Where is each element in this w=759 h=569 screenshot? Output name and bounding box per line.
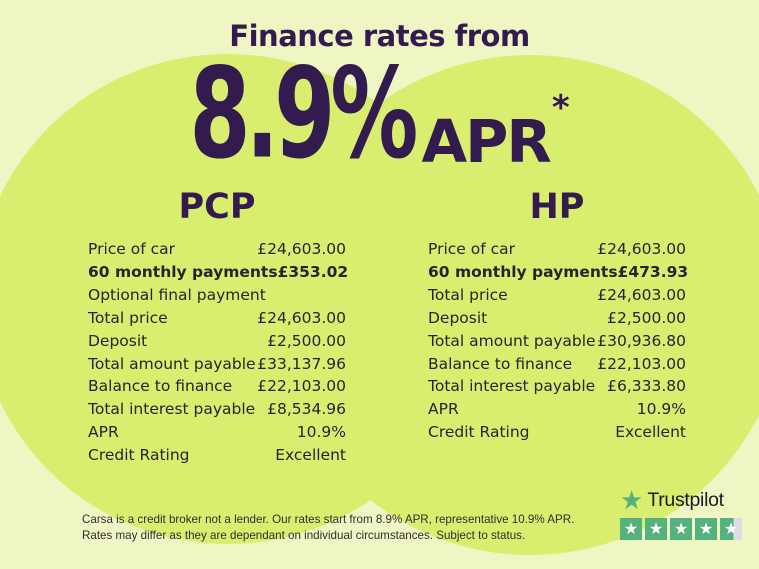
row-value: £2,500.00 [607, 308, 686, 327]
row-value: £473.93 [617, 262, 689, 281]
row-value: £2,500.00 [267, 331, 346, 350]
table-row [88, 307, 346, 330]
row-value: £30,936.80 [597, 331, 686, 350]
row-label: Total interest payable [88, 400, 256, 419]
disclaimer-text [82, 512, 692, 543]
row-label: Total interest payable [428, 377, 596, 396]
trustpilot-widget[interactable] [620, 485, 742, 540]
row-label: Optional final payment [88, 285, 266, 304]
table-row [88, 353, 346, 376]
rating-star-box-1 [620, 518, 642, 540]
table-row [88, 375, 346, 398]
hp-heading: HP [529, 187, 585, 227]
row-value: £24,603.00 [257, 240, 346, 258]
table-row [428, 398, 686, 421]
row-label: Total amount payable [88, 354, 256, 373]
row-value: 10.9% [636, 400, 686, 419]
row-label: 60 monthly payments [428, 262, 618, 281]
table-row [428, 375, 686, 398]
star-icon: ★ [698, 519, 714, 538]
star-icon: ★ [623, 519, 639, 538]
table-row [88, 421, 346, 444]
row-label: Credit Rating [428, 423, 530, 442]
footnote-asterisk: * [551, 88, 570, 128]
row-label: APR [88, 423, 119, 442]
row-label: Credit Rating [88, 446, 190, 465]
table-row [428, 261, 689, 284]
row-value: £22,103.00 [597, 354, 686, 373]
pcp-heading: PCP [178, 187, 256, 227]
disclaimer-line-1: Carsa is a credit broker not a lender. Our rates start from 8.9% APR, representative 10.9% APR. [82, 513, 575, 526]
table-row [88, 330, 346, 353]
table-row [428, 330, 686, 353]
row-label: 60 monthly payments [88, 262, 278, 281]
table-row [88, 261, 349, 284]
row-label: Deposit [88, 331, 148, 350]
rating-star-box-4 [695, 518, 717, 540]
table-row [428, 307, 686, 330]
row-value: £353.02 [277, 262, 349, 281]
row-value: £24,603.00 [597, 240, 686, 258]
headline-rate-suffix: APR [421, 107, 550, 177]
table-row [88, 398, 346, 421]
star-icon: ★ [673, 519, 689, 538]
star-icon: ★ [648, 519, 664, 538]
row-value: £33,137.96 [257, 354, 346, 373]
hp-table [428, 187, 689, 444]
row-value: Excellent [615, 423, 686, 442]
disclaimer-line-2: Rates may differ as they are dependant on individual circumstances. Subject to status. [82, 528, 526, 542]
row-label: Balance to finance [428, 354, 573, 373]
table-row [428, 284, 686, 307]
row-value: £6,333.80 [607, 377, 686, 396]
rating-star-box-3 [670, 518, 692, 540]
page-title: Finance rates from [229, 19, 530, 53]
row-label: Total price [428, 285, 508, 304]
hp-rows [428, 238, 689, 444]
row-value: £22,103.00 [257, 377, 346, 396]
row-label: Balance to finance [88, 377, 233, 396]
rating-star-box-2 [645, 518, 667, 540]
headline-rate-value: 8.9% [189, 39, 414, 187]
table-row [428, 353, 686, 376]
pcp-table [88, 187, 349, 467]
row-value: £24,603.00 [597, 285, 686, 304]
trustpilot-rating-stars [620, 518, 742, 540]
row-value: £24,603.00 [257, 308, 346, 327]
table-row [88, 238, 346, 261]
row-label: Deposit [428, 308, 488, 327]
trustpilot-star-icon: ★ [620, 485, 644, 516]
row-label: APR [428, 400, 459, 419]
trustpilot-logo [620, 485, 742, 516]
row-label: Price of car [428, 240, 515, 258]
star-icon: ★ [723, 519, 739, 538]
table-row [428, 421, 686, 444]
rating-star-box-5-half [720, 518, 742, 540]
table-row [88, 284, 346, 307]
row-label: Total price [88, 308, 168, 327]
row-value: Excellent [275, 446, 346, 465]
headline-rate [0, 0, 759, 187]
pcp-rows [88, 238, 349, 467]
row-value: 10.9% [296, 423, 346, 442]
row-value: £8,534.96 [267, 400, 346, 419]
trustpilot-brand-name: Trustpilot [647, 489, 724, 511]
table-row [428, 238, 686, 261]
table-row [88, 444, 346, 467]
row-label: Total amount payable [428, 331, 596, 350]
row-label: Price of car [88, 240, 175, 258]
